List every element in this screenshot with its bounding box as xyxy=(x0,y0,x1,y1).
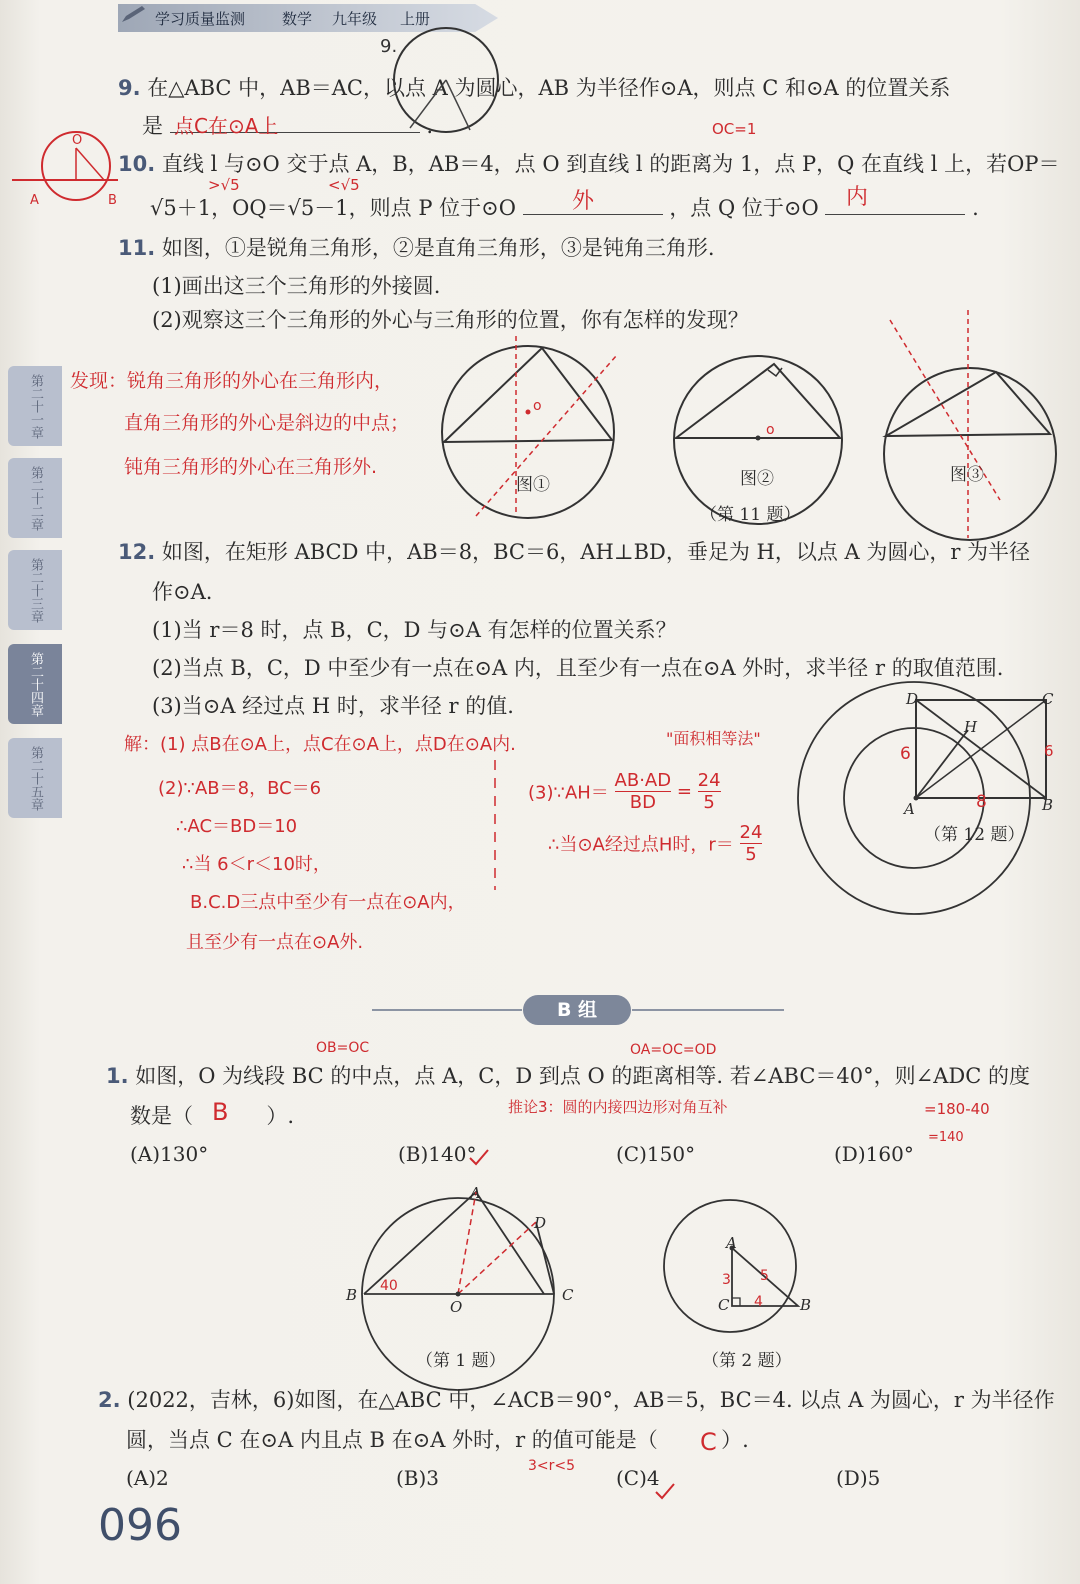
b2-line2-suffix: ）. xyxy=(721,1428,749,1452)
b2-line1 xyxy=(98,1384,1055,1414)
side-tab-ch25[interactable]: 第二十五章 xyxy=(8,738,62,818)
b2-checkmark-icon xyxy=(654,1482,678,1502)
svg-text:A: A xyxy=(30,193,39,208)
b1-option-c[interactable]: (C)150° xyxy=(616,1142,696,1166)
header-subject: 数学 xyxy=(282,10,313,28)
q10-note-lt: <√5 xyxy=(328,176,360,194)
q10-note-oc: OC=1 xyxy=(712,120,757,138)
b1-fig-label-b: B xyxy=(346,1286,358,1304)
b1-caption: （第 1 题） xyxy=(416,1351,506,1371)
q9-answer: 点C在⊙A上 xyxy=(174,114,279,138)
q12-answer-line-5: B.C.D三点中至少有一点在⊙A内， xyxy=(190,892,466,913)
q11-fig1-center: o xyxy=(533,398,542,414)
b1-option-a[interactable]: (A)130° xyxy=(130,1142,209,1166)
q12-answer3-frac1 xyxy=(615,770,672,813)
b1-note-calc2: =140 xyxy=(928,1130,964,1145)
q12-caption: （第 12 题） xyxy=(924,825,1025,845)
b2-line2 xyxy=(126,1424,749,1454)
b1-line2-suffix: ）. xyxy=(266,1104,295,1128)
q12-answer-line-1: 解：(1) 点B在⊙A上，点C在⊙A上，点D在⊙A内. xyxy=(124,734,516,755)
side-tab-ch23[interactable]: 第二十三章 xyxy=(8,550,62,630)
b1-text1: 如图，O 为线段 BC 的中点，点 A，C，D 到点 O 的距离相等. 若∠ABC＝40°，则∠ADC 的度 xyxy=(135,1064,1030,1088)
q9-number: 9. xyxy=(118,76,141,100)
q11-sub1: (1)画出这三个三角形的外接圆. xyxy=(152,274,441,298)
page-number: 096 xyxy=(98,1500,182,1551)
b2-text1: (2022，吉林，6)如图，在△ABC 中，∠ACB＝90°，AB＝5，BC＝4. 以点 A 为圆心，r 为半径作 xyxy=(127,1388,1055,1412)
q12-answer3-eq: = xyxy=(676,781,692,802)
q11-stem: 如图，①是锐角三角形，②是直角三角形，③是钝角三角形. xyxy=(161,236,715,260)
side-tab-ch24[interactable]: 第二十四章 xyxy=(8,644,62,724)
b1-note-oaocod: OA=OC=OD xyxy=(630,1042,717,1058)
q12-fig-six-right: 6 xyxy=(1044,742,1054,760)
q12-fig-six-left: 6 xyxy=(900,744,911,764)
q10-text2-end: . xyxy=(972,196,979,220)
q10-note-gt: >√5 xyxy=(208,176,240,194)
q12-answer3-line2-text: ∴当⊙A经过点H时，r＝ xyxy=(548,834,734,856)
q11-finding-2: 直角三角形的外心是斜边的中点； xyxy=(124,412,410,434)
q12-divider xyxy=(490,760,500,890)
q9-line1 xyxy=(118,72,950,102)
group-b-line-right xyxy=(632,1009,784,1011)
b1-answer: B xyxy=(212,1098,229,1126)
side-tab-ch22[interactable]: 第二十二章 xyxy=(8,458,62,538)
q12-number: 12. xyxy=(118,540,156,564)
b1-fig-label-c: C xyxy=(562,1286,574,1304)
q11-finding-1: 发现：锐角三角形的外心在三角形内， xyxy=(70,370,394,392)
q12-fig-eight: 8 xyxy=(976,792,987,812)
q12-fig-label-h: H xyxy=(964,718,978,736)
b2-fig-five: 5 xyxy=(760,1268,769,1284)
header-series: 学习质量监测 xyxy=(155,10,246,28)
q12-sub1: (1)当 r＝8 时，点 B，C，D 与⊙A 有怎样的位置关系？ xyxy=(152,618,677,642)
q11-sub2: (2)观察这三个三角形的外心与三角形的位置，你有怎样的发现？ xyxy=(152,308,749,332)
q12-fig-label-b: B xyxy=(1042,796,1054,814)
b2-answer: C xyxy=(700,1428,717,1456)
q12-answer3-line2 xyxy=(548,822,762,865)
q11-line1 xyxy=(118,232,715,262)
q11-fig2-center: o xyxy=(766,422,775,438)
b2-note-range: 3<r<5 xyxy=(528,1458,576,1474)
q11-fig1-label: 图① xyxy=(516,475,550,495)
b1-fig-label-d: D xyxy=(534,1214,547,1232)
q10-number: 10. xyxy=(118,152,156,176)
q12-sub2: (2)当点 B，C，D 中至少有一点在⊙A 内，且至少有一点在⊙A 外时，求半径 r 的取值范围. xyxy=(152,656,1004,680)
q12-line1 xyxy=(118,536,1030,566)
b1-fig-label-a: A xyxy=(470,1184,481,1202)
b2-line2-prefix: 圆，当点 C 在⊙A 内且点 B 在⊙A 外时，r 的值可能是（ xyxy=(126,1428,658,1452)
q12-answer3-frac2-den: 5 xyxy=(703,792,715,813)
q12-answer-line-6: 且至少有一点在⊙A外. xyxy=(186,932,364,953)
q10-sketch xyxy=(10,128,120,212)
q12-fig-label-a: A xyxy=(904,800,915,818)
b1-line1 xyxy=(106,1060,1030,1090)
q12-answer3-note: "面积相等法" xyxy=(666,729,761,748)
b2-option-a[interactable]: (A)2 xyxy=(126,1466,169,1490)
q10-answer-p: 外 xyxy=(572,189,595,214)
q9-sketch xyxy=(390,24,510,144)
b2-option-c[interactable]: (C)4 xyxy=(616,1466,660,1490)
b1-note-oboc: OB=OC xyxy=(316,1040,370,1056)
b2-option-b[interactable]: (B)3 xyxy=(396,1466,440,1490)
b2-number: 2. xyxy=(98,1388,121,1412)
q12-fig-label-d: D xyxy=(906,690,919,708)
q12-answer3-frac2-num: 24 xyxy=(697,770,721,791)
b1-fig-label-o: O xyxy=(450,1298,463,1316)
q9-line2-prefix: 是 xyxy=(142,114,163,138)
q12-answer3-frac3-num: 24 xyxy=(739,822,763,843)
b1-fig-angle: 40 xyxy=(380,1278,398,1294)
header-grade: 九年级 xyxy=(332,10,378,28)
q11-caption: （第 11 题） xyxy=(700,505,801,525)
q11-finding-3: 钝角三角形的外心在三角形外. xyxy=(124,456,378,478)
q12-answer3-frac3-den: 5 xyxy=(745,844,757,865)
pencil-icon xyxy=(120,4,146,24)
q12-figure xyxy=(796,660,1066,920)
b1-option-d[interactable]: (D)160° xyxy=(834,1142,914,1166)
q11-fig3-label: 图③ xyxy=(950,465,984,485)
q10-line1 xyxy=(118,148,1059,178)
b2-fig-label-b: B xyxy=(800,1296,812,1314)
b2-caption: （第 2 题） xyxy=(702,1351,792,1371)
svg-text:O: O xyxy=(72,133,83,148)
q11-figure-3 xyxy=(880,310,1060,540)
q12-answer3-frac3 xyxy=(740,822,763,865)
b1-number: 1. xyxy=(106,1064,129,1088)
side-tab-ch21[interactable]: 第二十一章 xyxy=(8,366,62,446)
q12-answer3-line1 xyxy=(528,770,721,813)
b2-fig-four: 4 xyxy=(754,1294,763,1310)
group-b-line-left xyxy=(372,1009,522,1011)
b1-checkmark-icon xyxy=(468,1148,492,1168)
b2-option-d[interactable]: (D)5 xyxy=(836,1466,881,1490)
q12-answer3-frac1-num: AB·AD xyxy=(614,770,672,791)
b1-note-calc: =180-40 xyxy=(924,1100,990,1118)
b2-fig-three: 3 xyxy=(722,1272,731,1288)
b2-fig-label-c: C xyxy=(718,1296,730,1314)
q12-line2: 作⊙A. xyxy=(152,580,213,604)
svg-text:B: B xyxy=(108,193,117,208)
q10-blank-q xyxy=(825,214,965,215)
q12-sub3: (3)当⊙A 经过点 H 时，求半径 r 的值. xyxy=(152,694,514,718)
q10-text2b: ，点 Q 位于⊙O xyxy=(669,196,819,220)
q12-text1: 如图，在矩形 ABCD 中，AB＝8，BC＝6，AH⊥BD，垂足为 H，以点 A 为圆心，r 为半径 xyxy=(161,540,1031,564)
q11-figure-1 xyxy=(436,336,626,526)
header-volume: 上册 xyxy=(400,10,431,28)
q12-answer3-frac1-den: BD xyxy=(629,792,656,813)
q10-text2a: √5＋1，OQ＝√5－1，则点 P 位于⊙O xyxy=(150,196,516,220)
q9-text: 在△ABC 中，AB＝AC，以点 A 为圆心，AB 为半径作⊙A，则点 C 和⊙A 的位置关系 xyxy=(147,76,951,100)
q9-sketch-label: 9. xyxy=(380,36,398,57)
q10-text1: 直线 l 与⊙O 交于点 A，B，AB＝4，点 O 到直线 l 的距离为 1，点 P，Q 在直线 l 上，若OP＝ xyxy=(161,152,1060,176)
q9-line2-suffix: . xyxy=(426,114,434,138)
group-b-label: B 组 xyxy=(523,995,631,1025)
q11-number: 11. xyxy=(118,236,156,260)
q12-answer-line-4: ∴当 6＜r＜10时， xyxy=(182,854,331,875)
q12-answer3-frac2 xyxy=(698,770,721,813)
q11-fig2-label: 图② xyxy=(740,469,774,489)
b1-option-b[interactable]: (B)140° xyxy=(398,1142,477,1166)
q10-answer-q: 内 xyxy=(846,185,869,210)
q12-answer-line-3: ∴AC＝BD＝10 xyxy=(176,816,298,837)
b2-fig-label-a: A xyxy=(726,1234,737,1252)
q12-answer-line-2: (2)∵AB＝8，BC＝6 xyxy=(158,778,322,799)
b2-figure xyxy=(664,1190,824,1350)
q12-fig-label-c: C xyxy=(1042,690,1054,708)
q12-answer3-prefix: (3)∵AH＝ xyxy=(528,782,609,804)
b1-note-inference: 推论3：圆的内接四边形对角互补 xyxy=(508,1098,728,1116)
b1-line2-prefix: 数是（ xyxy=(130,1104,193,1128)
